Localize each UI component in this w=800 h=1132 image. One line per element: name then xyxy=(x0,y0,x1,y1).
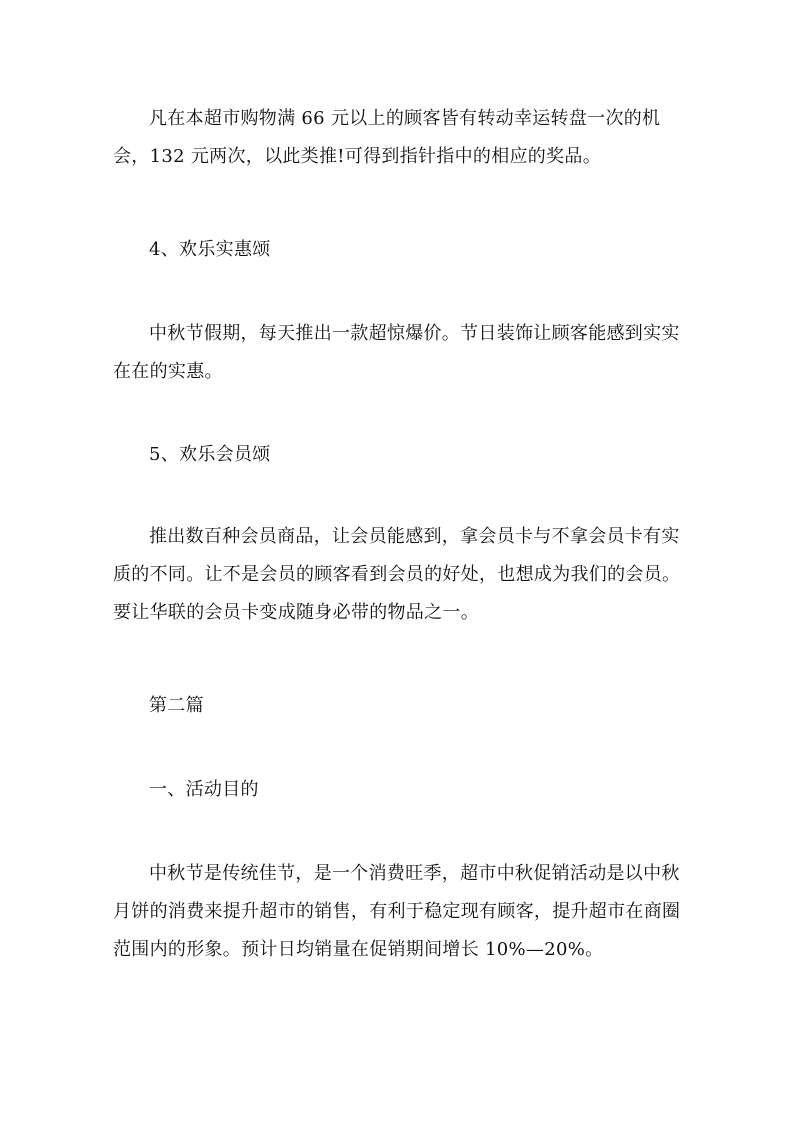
section-title: 第二篇 xyxy=(149,695,204,716)
paragraph-lucky-wheel: 凡在本超市购物满 66 元以上的顾客皆有转动幸运转盘一次的机会，132 元两次，以此类推!可得到指针指中的相应的奖品。 xyxy=(113,108,661,167)
paragraph-member-goods: 推出数百种会员商品，让会员能感到，拿会员卡与不拿会员卡有实质的不同。让不是会员的顾客看到会员的好处，也想成为我们的会员。要让华联的会员卡变成随身必带的物品之一。 xyxy=(113,526,681,623)
heading-joyful-member: 5、欢乐会员颂 xyxy=(149,444,271,465)
heading-activity-purpose: 一、活动目的 xyxy=(149,779,259,800)
paragraph-purpose: 中秋节是传统佳节，是一个消费旺季，超市中秋促销活动是以中秋月饼的消费来提升超市的销售，有利于稳定现有顾客，提升超市在商圈范围内的形象。预计日均销量在促销期间增长 10%—20%。 xyxy=(113,863,681,960)
heading-joyful-value: 4、欢乐实惠颂 xyxy=(149,239,271,260)
paragraph-daily-deal: 中秋节假期，每天推出一款超惊爆价。节日装饰让顾客能感到实实在在的实惠。 xyxy=(113,323,680,382)
